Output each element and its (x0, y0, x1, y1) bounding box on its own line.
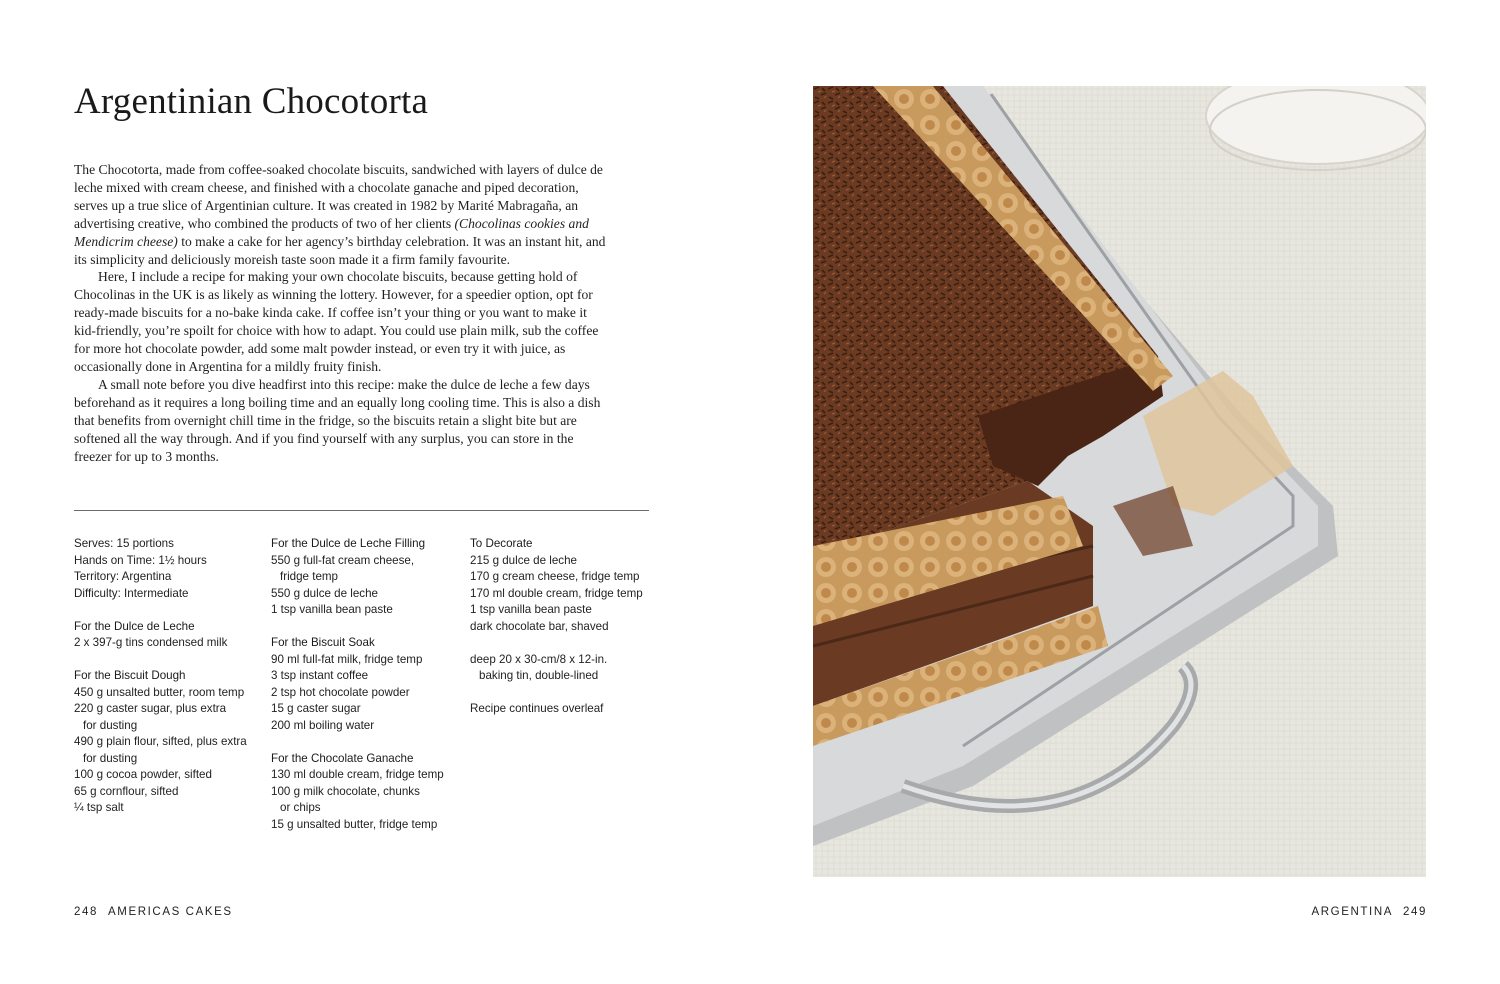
intro-paragraph-2: Here, I include a recipe for making your own chocolate biscuits, because getting hold of Chocolinas in the UK is as likely as winning the lottery. However, for a speedier option, opt for ready-made biscuits for a no-bake kinda cake. If coffee isn’t your thing or you want to make it kid-friendly, you’re spoilt for choice with how to adapt. You could use plain milk, sub the coffee for more hot chocolate powder, add some malt powder instead, or even try it with juice, as occasionally done in Argentina for a mildly fruity finish. (74, 269, 599, 374)
ingredient: 1 tsp vanilla bean paste (271, 603, 393, 616)
ingredient: 490 g plain flour, sifted, plus extra (74, 735, 247, 748)
serves: Serves: 15 portions (74, 537, 174, 550)
ingredients-column-1 (74, 536, 259, 833)
ganache-section (271, 751, 456, 834)
ingredient: 215 g dulce de leche (470, 553, 578, 567)
recipe-info (74, 536, 259, 602)
continues-note (470, 701, 660, 718)
ingredient: 100 g cocoa powder, sifted (74, 768, 212, 781)
ingredient: for dusting (83, 751, 138, 765)
page-number-left: 248 (74, 906, 98, 918)
ingredient: 130 ml double cream, fridge temp (271, 768, 444, 781)
ingredient: or chips (280, 801, 321, 814)
ingredient: 170 ml double cream, fridge temp (470, 586, 643, 600)
page-number-right: 249 (1403, 906, 1427, 918)
intro-paragraph-1 (74, 161, 612, 268)
section-name-right: ARGENTINA (1311, 906, 1393, 918)
difficulty: Difficulty: Intermediate (74, 586, 189, 600)
intro-p1-italic: (Chocolinas cookies and Mendicrim cheese) (74, 215, 589, 249)
footer-right (1312, 906, 1428, 918)
ingredient: 65 g cornflour, sifted (74, 784, 179, 798)
section-heading: For the Chocolate Ganache (271, 751, 414, 765)
intro-p1-start: The Chocotorta, made from coffee-soaked chocolate biscuits, sandwiched with layers of dulce de leche mixed with cream cheese, and finished with a chocolate ganache and piped decoration, serves up a true slice of Argentinian culture. It was created in 1982 by Marité Mabragaña, an advertising creative, who combined the products of two of her clients (74, 162, 603, 231)
biscuit-dough-section (74, 668, 259, 817)
ingredient: 200 ml boiling water (271, 718, 375, 732)
intro-text (74, 161, 612, 465)
equipment-line: deep 20 x 30-cm/8 x 12-in. (470, 652, 608, 666)
section-heading: For the Dulce de Leche Filling (271, 537, 426, 550)
ingredient: 550 g dulce de leche (271, 586, 379, 600)
section-name-left: AMERICAS CAKES (108, 906, 233, 918)
ingredient: 2 tsp hot chocolate powder (271, 685, 410, 699)
ingredient: 1 tsp vanilla bean paste (470, 603, 592, 616)
ingredients-column-3 (470, 536, 660, 734)
section-heading: To Decorate (470, 537, 533, 550)
section-heading: For the Biscuit Dough (74, 669, 186, 682)
section-heading: For the Biscuit Soak (271, 636, 375, 649)
ingredient: fridge temp (280, 570, 338, 583)
ingredient: 170 g cream cheese, fridge temp (470, 570, 640, 583)
continues-overleaf: Recipe continues overleaf (470, 702, 604, 715)
section-heading: For the Dulce de Leche (74, 619, 195, 633)
ingredient: 550 g full-fat cream cheese, (271, 553, 415, 567)
territory: Territory: Argentina (74, 570, 172, 583)
ingredient: 90 ml full-fat milk, fridge temp (271, 652, 423, 666)
ingredient: 100 g milk chocolate, chunks (271, 784, 420, 798)
intro-p1-end: to make a cake for her agency’s birthday celebration. It was an instant hit, and its simplicity and deliciously moreish taste soon made it a firm family favourite. (74, 233, 606, 267)
ingredient: 220 g caster sugar, plus extra (74, 702, 227, 715)
ingredient: 3 tsp instant coffee (271, 669, 369, 682)
ingredients-column-2 (271, 536, 456, 850)
intro-paragraph-3: A small note before you dive headfirst into this recipe: make the dulce de leche a few days beforehand as it requires a long boiling time and an equally long cooling time. This is also a dish that benefits from overnight chill time in the fridge, so the biscuits retain a slight bite but are softened all the way through. And if you find yourself with any surplus, you can store in the freezer for up to 3 months. (74, 376, 601, 464)
equipment-line: baking tin, double-lined (479, 669, 599, 682)
footer-left (74, 906, 233, 918)
chocotorta-photo (813, 86, 1426, 877)
chocotorta-illustration (813, 86, 1426, 877)
ingredient: 450 g unsalted butter, room temp (74, 685, 245, 699)
filling-section (271, 536, 456, 619)
decorate-section (470, 536, 660, 635)
ingredient: 15 g unsalted butter, fridge temp (271, 817, 438, 831)
ingredient: ¼ tsp salt (74, 801, 124, 814)
biscuit-soak-section (271, 635, 456, 734)
dulce-de-leche-section (74, 619, 259, 652)
ingredient: 15 g caster sugar (271, 702, 361, 715)
equipment (470, 652, 660, 685)
ingredient: for dusting (83, 718, 138, 732)
recipe-title: Argentinian Chocotorta (74, 81, 429, 122)
ingredient: 2 x 397-g tins condensed milk (74, 636, 228, 649)
section-divider (74, 510, 649, 511)
ingredient: dark chocolate bar, shaved (470, 619, 609, 633)
hands-on-time: Hands on Time: 1½ hours (74, 553, 207, 567)
